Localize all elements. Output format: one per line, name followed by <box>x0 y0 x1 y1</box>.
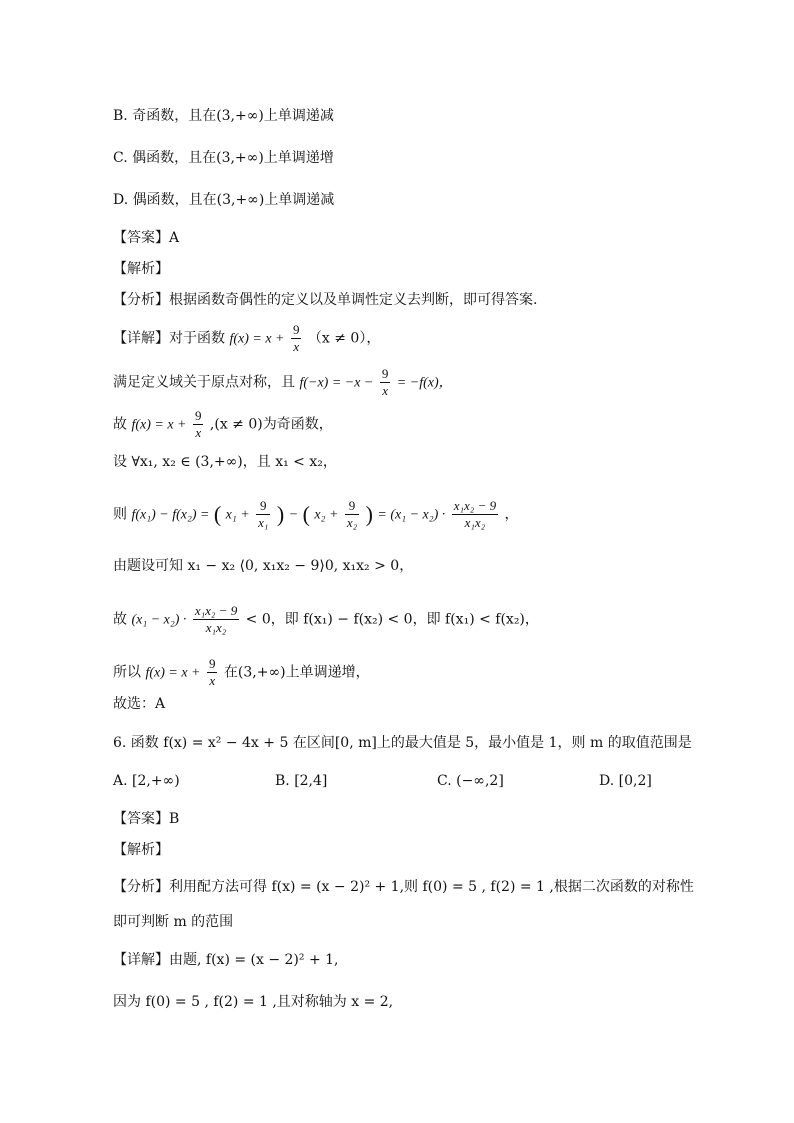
text: 故 <box>113 611 127 628</box>
numerator: 9 <box>292 322 300 337</box>
numerator: x₁x₂ − 9 <box>194 603 238 618</box>
formula: f(x) = x + <box>145 665 201 681</box>
option-c-q5: C. 偶函数，且在(3,+∞)上单调递增 <box>113 150 334 166</box>
detail-q5-line6: 由题设可知 x₁ − x₂ ⟨0, x₁x₂ − 9⟩0, x₁x₂ > 0， <box>113 558 414 574</box>
formula: f(x) = x + <box>229 331 285 347</box>
numerator: 9 <box>194 408 202 423</box>
detail-q5-line3 <box>113 408 333 441</box>
denominator: x₁x₂ <box>205 620 227 635</box>
denominator: x <box>195 425 202 440</box>
denominator: x <box>382 383 388 398</box>
paren-close: ) <box>365 501 373 527</box>
denominator: x₁ <box>258 515 269 530</box>
paren-open: ( <box>213 501 222 527</box>
analysis-q5: 【分析】根据函数奇偶性的定义以及单调性定义去判断，即可得答案. <box>113 292 538 308</box>
detail-q5-line7 <box>113 603 539 636</box>
text: 则 <box>113 506 127 523</box>
denominator: x₁x₂ <box>464 515 486 530</box>
formula: x₂ + <box>314 507 339 523</box>
analysis-label-q6: 【解析】 <box>113 842 169 858</box>
answer-q5: 【答案】A <box>113 230 180 246</box>
detail-q5-conclusion: 故选：A <box>113 696 166 712</box>
text: < 0，即 f(x₁) − f(x₂) < 0，即 f(x₁) < f(x₂)， <box>245 611 539 628</box>
fraction <box>345 498 359 531</box>
numerator: x₁x₂ − 9 <box>453 498 497 513</box>
text: 满足定义域关于原点对称，且 <box>113 374 295 391</box>
question-6: 6. 函数 f(x) = x² − 4x + 5 在区间[0, m]上的最大值是 5，最小值是 1，则 m 的取值范围是 <box>113 735 692 751</box>
numerator: 9 <box>345 498 359 515</box>
formula: = (x₁ − x₂) · <box>377 507 446 523</box>
text: ,(x ≠ 0)为奇函数， <box>209 416 333 433</box>
formula: (x₁ − x₂) · <box>131 612 187 628</box>
formula: = −f(x)， <box>396 375 453 391</box>
formula: f(−x) = −x − <box>299 375 374 391</box>
detail-q6-line2: 因为 f(0) = 5 , f(2) = 1 ,且对称轴为 x = 2, <box>113 994 394 1010</box>
fraction <box>380 366 391 399</box>
option-c-q6: C. (−∞,2] <box>437 773 504 789</box>
text: 故 <box>113 416 127 433</box>
paren-close: ) <box>276 501 285 527</box>
detail-q5-line2 <box>113 366 453 399</box>
domain-note: （x ≠ 0）， <box>307 330 381 347</box>
answer-q6: 【答案】B <box>113 811 180 827</box>
fraction <box>256 498 270 531</box>
fraction <box>452 498 498 531</box>
denominator: x <box>209 673 216 688</box>
text: ， <box>504 506 519 523</box>
fraction <box>207 656 218 689</box>
detail-q5-line5 <box>113 498 519 531</box>
option-d-q6: D. [0,2] <box>599 773 652 789</box>
option-b-q6: B. [2,4] <box>275 773 328 789</box>
formula: f(x) = x + <box>131 417 187 433</box>
fraction <box>193 408 204 441</box>
analysis-q6-line2: 即可判断 m 的范围 <box>113 914 234 930</box>
option-d-q5: D. 偶函数，且在(3,+∞)上单调递减 <box>113 192 335 208</box>
numerator: 9 <box>381 366 389 381</box>
option-a-q6: A. [2,+∞) <box>113 773 180 789</box>
numerator: 9 <box>208 656 216 671</box>
text: 所以 <box>113 664 141 681</box>
detail-label: 【详解】对于函数 <box>113 330 225 347</box>
text: 在(3,+∞)上单调递增， <box>223 664 370 681</box>
formula: f(x₁) − f(x₂) = <box>131 507 210 523</box>
detail-q6-line1: 【详解】由题, f(x) = (x − 2)² + 1, <box>113 952 339 968</box>
analysis-q6-line1: 【分析】利用配方法可得 f(x) = (x − 2)² + 1,则 f(0) = 5 , f(2) = 1 ,根据二次函数的对称性 <box>113 879 694 895</box>
fraction <box>291 322 302 355</box>
option-b-q5: B. 奇函数，且在(3,+∞)上单调递减 <box>113 108 334 124</box>
detail-q5-line1 <box>113 322 380 355</box>
detail-q5-line8 <box>113 656 370 689</box>
denominator: x₂ <box>346 515 358 530</box>
fraction <box>193 603 239 636</box>
formula: − <box>288 507 299 523</box>
denominator: x <box>293 339 300 354</box>
detail-q5-line4: 设 ∀x₁, x₂ ∈ (3,+∞)，且 x₁ < x₂， <box>113 454 337 470</box>
analysis-label-q5: 【解析】 <box>113 261 169 277</box>
numerator: 9 <box>256 498 270 515</box>
formula: x₁ + <box>225 507 250 523</box>
paren-open: ( <box>302 501 310 527</box>
